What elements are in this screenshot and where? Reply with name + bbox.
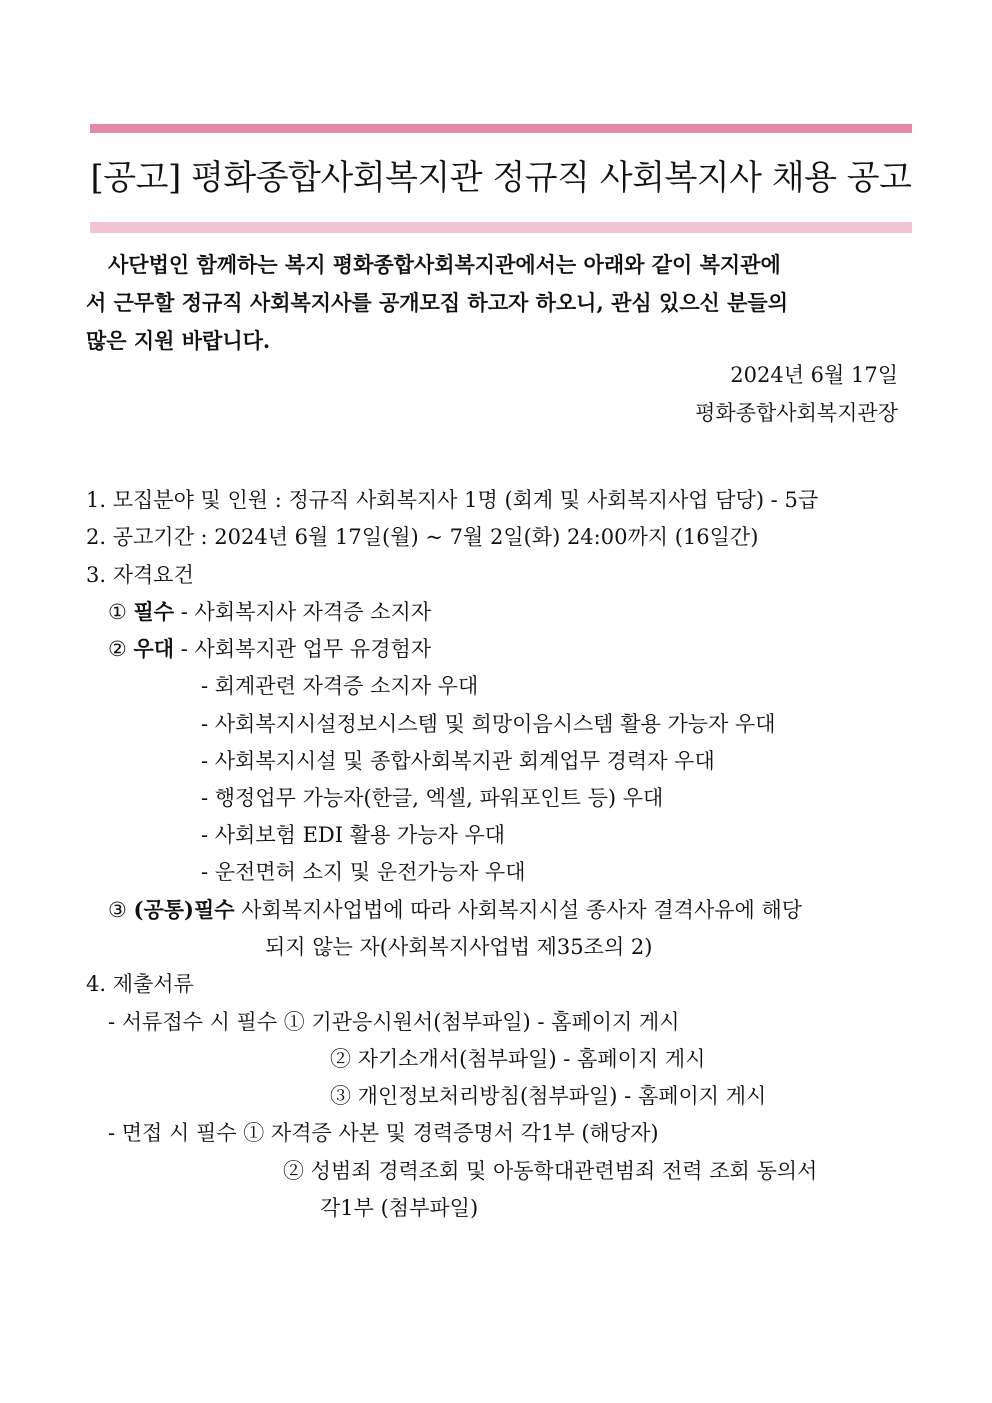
- page-title: [공고] 평화종합사회복지관 정규직 사회복지사 채용 공고: [90, 158, 912, 198]
- preferred-item: - 사회복지시설 및 종합사회복지관 회계업무 경력자 우대: [201, 749, 715, 773]
- intro-paragraph: [86, 246, 910, 360]
- q3-text: 사회복지사업법에 따라 사회복지시설 종사자 결격사유에 해당: [241, 898, 803, 922]
- q2-label: 우대: [133, 636, 175, 661]
- preferred-item: - 행정업무 가능자(한글, 엑셀, 파워포인트 등) 우대: [201, 786, 664, 810]
- section-documents: 4. 제출서류: [86, 972, 194, 996]
- qualification-common-cont: 되지 않는 자(사회복지사업법 제35조의 2): [265, 935, 653, 959]
- q1-number: ①: [108, 600, 127, 624]
- qualification-common: [108, 895, 802, 925]
- section-qualifications: 3. 자격요건: [86, 563, 194, 587]
- document-item: ③ 개인정보처리방침(첨부파일) - 홈페이지 게시: [330, 1084, 767, 1108]
- q1-label: 필수: [133, 599, 175, 624]
- preferred-item: - 사회복지시설정보시스템 및 희망이음시스템 활용 가능자 우대: [201, 712, 776, 736]
- interview-item: ② 성범죄 경력조회 및 아동학대관련범죄 전력 조회 동의서: [283, 1159, 818, 1183]
- section-recruitment: 1. 모집분야 및 인원 : 정규직 사회복지사 1명 (회계 및 사회복지사업 담당) - 5급: [86, 488, 819, 512]
- qualification-required: [108, 597, 431, 627]
- title-bottom-bar: [90, 222, 912, 233]
- document-item: ② 자기소개서(첨부파일) - 홈페이지 게시: [330, 1047, 706, 1071]
- intro-line-3: 많은 지원 바랍니다.: [86, 328, 271, 353]
- intro-line-2: 서 근무할 정규직 사회복지사를 공개모집 하고자 하오니, 관심 있으신 분들의: [86, 290, 788, 315]
- section-period: 2. 공고기간 : 2024년 6월 17일(월) ~ 7월 2일(화) 24:00까지 (16일간): [86, 525, 759, 549]
- preferred-item: - 회계관련 자격증 소지자 우대: [201, 674, 479, 698]
- q3-number: ③: [108, 898, 127, 922]
- q3-label: (공통)필수: [133, 897, 235, 922]
- preferred-item: - 운전면허 소지 및 운전가능자 우대: [201, 860, 526, 884]
- preferred-item: - 사회보험 EDI 활용 가능자 우대: [201, 823, 506, 847]
- document-item: - 서류접수 시 필수 ① 기관응시원서(첨부파일) - 홈페이지 게시: [108, 1010, 680, 1034]
- announcement-date: 2024년 6월 17일: [730, 363, 898, 387]
- q2-text: - 사회복지관 업무 유경험자: [180, 637, 432, 661]
- announcer-org: 평화종합사회복지관장: [695, 401, 898, 425]
- interview-item-cont: 각1부 (첨부파일): [320, 1196, 479, 1220]
- title-top-bar: [90, 124, 912, 133]
- interview-item: - 면접 시 필수 ① 자격증 사본 및 경력증명서 각1부 (해당자): [108, 1121, 659, 1145]
- qualification-preferred: [108, 634, 431, 664]
- q2-number: ②: [108, 637, 127, 661]
- intro-line-1: 사단법인 함께하는 복지 평화종합사회복지관에서는 아래와 같이 복지관에: [108, 252, 781, 277]
- q1-text: - 사회복지사 자격증 소지자: [180, 600, 432, 624]
